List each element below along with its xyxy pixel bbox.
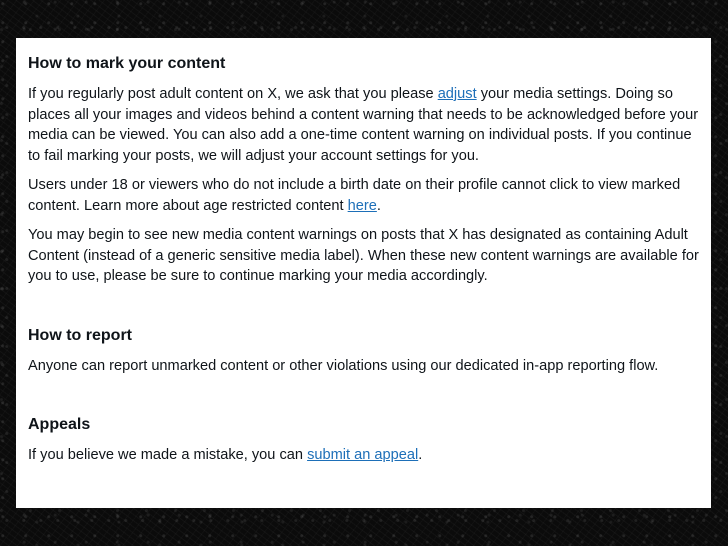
report-paragraph: Anyone can report unmarked content or other violations using our dedicated in-app reporting flow.: [28, 357, 659, 374]
text: If you regularly post adult content on X, we ask that you please: [28, 86, 438, 102]
text: your media settings. Doing so places all your images and videos behind a content warning that needs to be acknowledged before your media can be viewed. You can also add a one-time content warning on individual posts. If you continue to fail marking your posts, we will adjust your account settings for you.: [28, 86, 699, 164]
mark-content-paragraph-2: [28, 175, 699, 216]
section-spacer: [28, 296, 699, 326]
section-heading-appeals: Appeals: [28, 416, 91, 433]
text: .: [376, 197, 381, 214]
section-heading-report: How to report: [28, 326, 132, 344]
text: If you believe we made a mistake, you can: [28, 447, 308, 463]
mark-content-paragraph-1: [28, 84, 699, 166]
text: .: [418, 447, 423, 463]
section-spacer: [28, 385, 699, 415]
section-heading-mark-content: How to mark your content: [28, 55, 226, 72]
text: Users under 18 or viewers who do not include a birth date on their profile cannot click to view marked content. Learn more about age restricted content: [28, 177, 681, 214]
age-restricted-here-link[interactable]: here: [347, 197, 377, 214]
policy-panel: [16, 38, 711, 508]
appeals-paragraph: [28, 445, 699, 466]
mark-content-paragraph-3: You may begin to see new media content warnings on posts that X has designated as containing Adult Content (instead of a generic sensitive media label). When these new content warnings are available for you to use, please be sure to continue marking your media accordingly.: [28, 227, 699, 284]
submit-appeal-link[interactable]: submit an appeal: [307, 447, 419, 463]
adjust-link[interactable]: adjust: [437, 86, 477, 102]
